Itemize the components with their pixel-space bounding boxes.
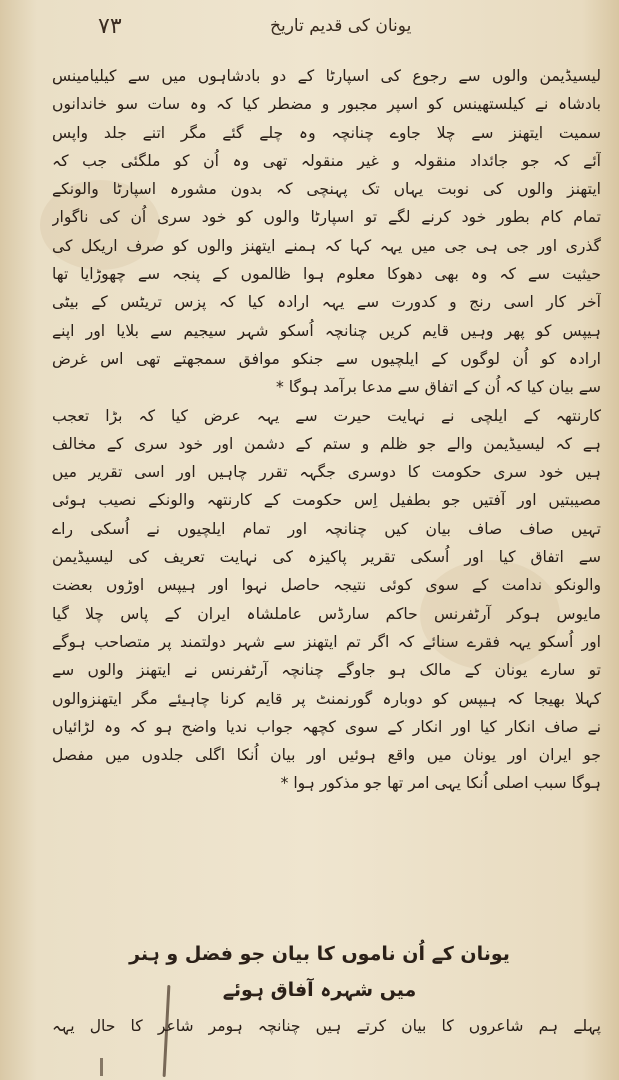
- text-line: ہیپس کو پھر وہیں قایم کریں چنانچہ اُسکو شہر سیجیم سے بلایا اور اپنے: [52, 321, 601, 340]
- text-line: ہوگا سبب اصلی اُنکا یہی امر تھا جو مذکور ہوا *: [280, 774, 601, 793]
- text-line: بادشاہ نے کیلستھینس کو اسپر مجبور و مضطر کیا کہ وہ سات سو خاندانوں: [52, 95, 601, 114]
- text-line: حیثیت سے کہ وہ بھی دھوکا معلوم ہوا ظالموں کے پنجہ سے چھوڑایا تھا: [52, 265, 601, 284]
- text-line: تو سارے یونان کے مالک ہو جاوگے چنانچہ آرٹفرنس نے ایتھنز والوں سے: [52, 661, 601, 680]
- text-line: سے بیان کیا کہ اُن کے اتفاق سے مدعا برآمد ہوگا *: [276, 378, 601, 397]
- text-line: جو ایران اور یونان میں واقع ہوئیں اور بیان اُنکا اگلی جلدوں میں مفصل: [52, 746, 601, 765]
- text-line: کہلا بھیجا کہ ہیپس کو دوبارہ گورنمنٹ پر قایم کرنا چاہیئے مگر ایتھنزوالوں: [52, 689, 601, 708]
- section-heading: [60, 936, 579, 1008]
- text-line: لیسیڈیمن والوں سے رجوع کی اسپارٹا کے دو بادشاہوں میں سے کیلیامینس: [52, 67, 601, 85]
- section-heading-line: یونان کے اُن ناموں کا بیان جو فضل و ہنر: [129, 943, 510, 965]
- text-line: تمام کام بطور خود کرنے لگے تو اسپارٹا والوں کو خود سری اُن کی ناگوار: [52, 208, 601, 227]
- running-title: یونان کی قدیم تاریخ: [270, 16, 412, 36]
- page-number: ٧٣: [98, 14, 122, 39]
- page-header: [0, 8, 619, 48]
- text-line: اور اُسکو یہہ فقرے سنائے کہ اگر تم ایتھنز سے شہر دولتمند پر متصاحب ہوگے: [52, 632, 601, 651]
- text-line: سے اتفاق کیا اور اُسکی تقریر پاکیزہ کی نہایت تعریف کی لیسیڈیمن: [52, 548, 601, 567]
- closing-paragraph: [52, 1012, 601, 1040]
- text-line: گذری اور جی ہی جی میں یہہ کہا کہ ہمنے ایتھنز والوں کو صرف اریکل کی: [52, 236, 601, 255]
- text-line: ارادہ کو اُن لوگوں کے ایلچیوں سے جنکو موافق سمجھتے تھی اس غرض: [52, 349, 601, 368]
- text-line: نے صاف انکار کیا اور انکار کے سوی کچھہ جواب ندیا واضح ہو کہ وہ لڑائیاں: [52, 717, 601, 736]
- text-line: والونکو ندامت کے سوی کوئی نتیجہ حاصل نہوا اور ہیپس اوڑوں بعضت: [52, 576, 601, 595]
- text-line: کارنتھہ کے ایلچی نے نہایت حیرت سے یہہ عرض کیا کہ بڑا تعجب: [52, 406, 601, 425]
- section-heading-line: میں شہرہ آفاق ہوئے: [222, 979, 417, 1001]
- text-line: ایتھنز والوں کی نوبت یہاں تک پہنچی کہ بدون مشورہ اسپارٹا والونکے: [52, 180, 601, 199]
- text-line: ہیں خود سری حکومت کا دوسری جگہہ تقرر چاہیں اور اسی تقریر میں: [52, 463, 601, 482]
- text-line: تہیں صاف صاف بیان کیں چنانچہ اور تمام ایلچیوں نے اُسکی راے: [52, 519, 601, 538]
- text-line: ہے کہ لیسیڈیمن والے جو ظلم و ستم کے دشمن اور خود سری کے مخالف: [52, 434, 601, 453]
- text-line: مایوس ہوکر آرٹفرنس حاکم سارڈس عاملشاہ ایران کے پاس چلا گیا: [52, 604, 601, 623]
- pencil-mark: [100, 1058, 103, 1076]
- text-line: پہلے ہم شاعروں کا بیان کرتے ہیں چنانچہ ہومر شاعر کا حال یہہ: [52, 1017, 601, 1035]
- text-line: سمیت ایتھنز سے چلا جاوے چنانچہ وہ چلے گئے مگر اتنے جلد واپس: [52, 123, 601, 142]
- text-line: مصیبتیں اور آفتیں جو بطفیل اِس حکومت کے کارنتھہ والونکے نصیب ہوئی: [52, 491, 601, 510]
- text-line: آئے کہ جو جائداد منقولہ و غیر منقولہ تھی وہ اُن کو ملگئی جب کہ: [52, 151, 601, 170]
- text-line: آخر کار اسی رنج و کدورت سے یہہ ارادہ کیا کہ پزس تریٹس کے بیٹی: [52, 293, 601, 312]
- body-text: [52, 62, 601, 798]
